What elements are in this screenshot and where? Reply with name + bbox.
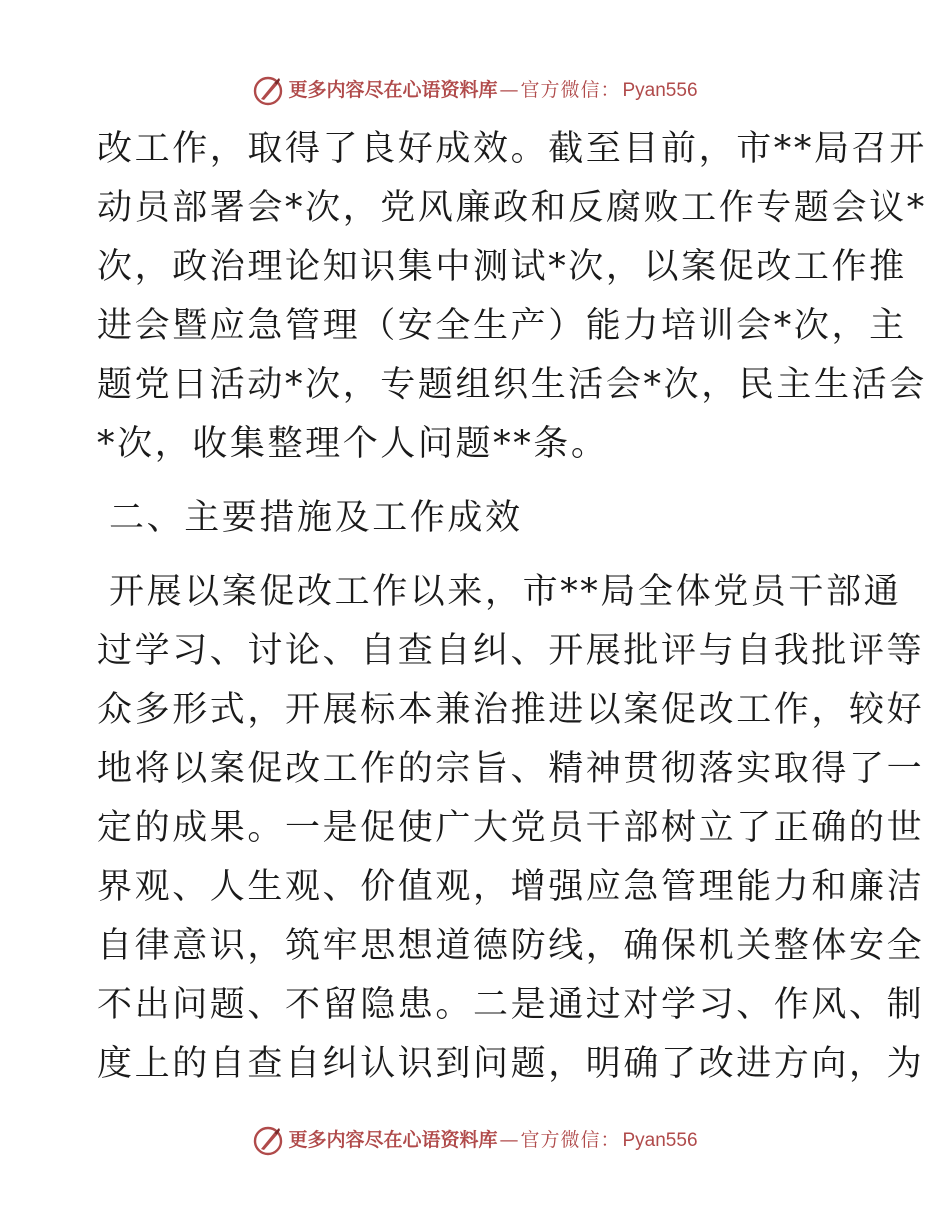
text-line: 题党日活动*次，专题组织生活会*次，民主生活会 [97,365,927,405]
text-line: 过学习、讨论、自查自纠、开展批评与自我批评等 [97,631,925,671]
document-body [97,120,927,1094]
text-line: 度上的自查自纠认识到问题，明确了改进方向，为 [97,1044,925,1084]
text-line: *次，收集整理个人问题**条。 [97,424,609,464]
text-line: 动员部署会*次，党风廉政和反腐败工作专题会议* [97,188,927,228]
watermark-wechat-id: Pyan556 [622,1129,698,1151]
watermark-wechat-id: Pyan556 [622,79,698,101]
watermark-label: 官方微信： [520,1128,621,1151]
watermark-label: 官方微信： [520,78,621,101]
paragraph-intro [97,120,927,474]
watermark-separator: — [499,1128,519,1151]
text-line: 定的成果。一是促使广大党员干部树立了正确的世 [97,808,925,848]
header-watermark [0,73,950,107]
watermark-title: 更多内容尽在心语资料库 [288,78,498,101]
text-line: 自律意识，筑牢思想道德防线，确保机关整体安全 [97,926,925,966]
section-heading: 二、主要措施及工作成效 [109,498,523,538]
watermark-separator: — [499,78,519,101]
text-line: 开展以案促改工作以来，市**局全体党员干部通 [109,572,902,612]
text-line: 地将以案促改工作的宗旨、精神贯彻落实取得了一 [97,749,925,789]
text-line: 界观、人生观、价值观，增强应急管理能力和廉洁 [97,867,925,907]
text-line: 次，政治理论知识集中测试*次，以案促改工作推 [97,247,907,287]
text-line: 改工作，取得了良好成效。截至目前，市**局召开 [97,129,927,169]
text-line: 众多形式，开展标本兼治推进以案促改工作，较好 [97,690,925,730]
quill-pen-logo-icon [252,74,284,106]
text-line: 不出问题、不留隐患。二是通过对学习、作风、制 [97,985,925,1025]
paragraph-measures [97,563,925,1094]
footer-watermark [0,1123,950,1157]
text-line: 进会暨应急管理（安全生产）能力培训会*次，主 [97,306,907,346]
watermark-title: 更多内容尽在心语资料库 [288,1128,498,1151]
quill-pen-logo-icon [252,1124,284,1156]
